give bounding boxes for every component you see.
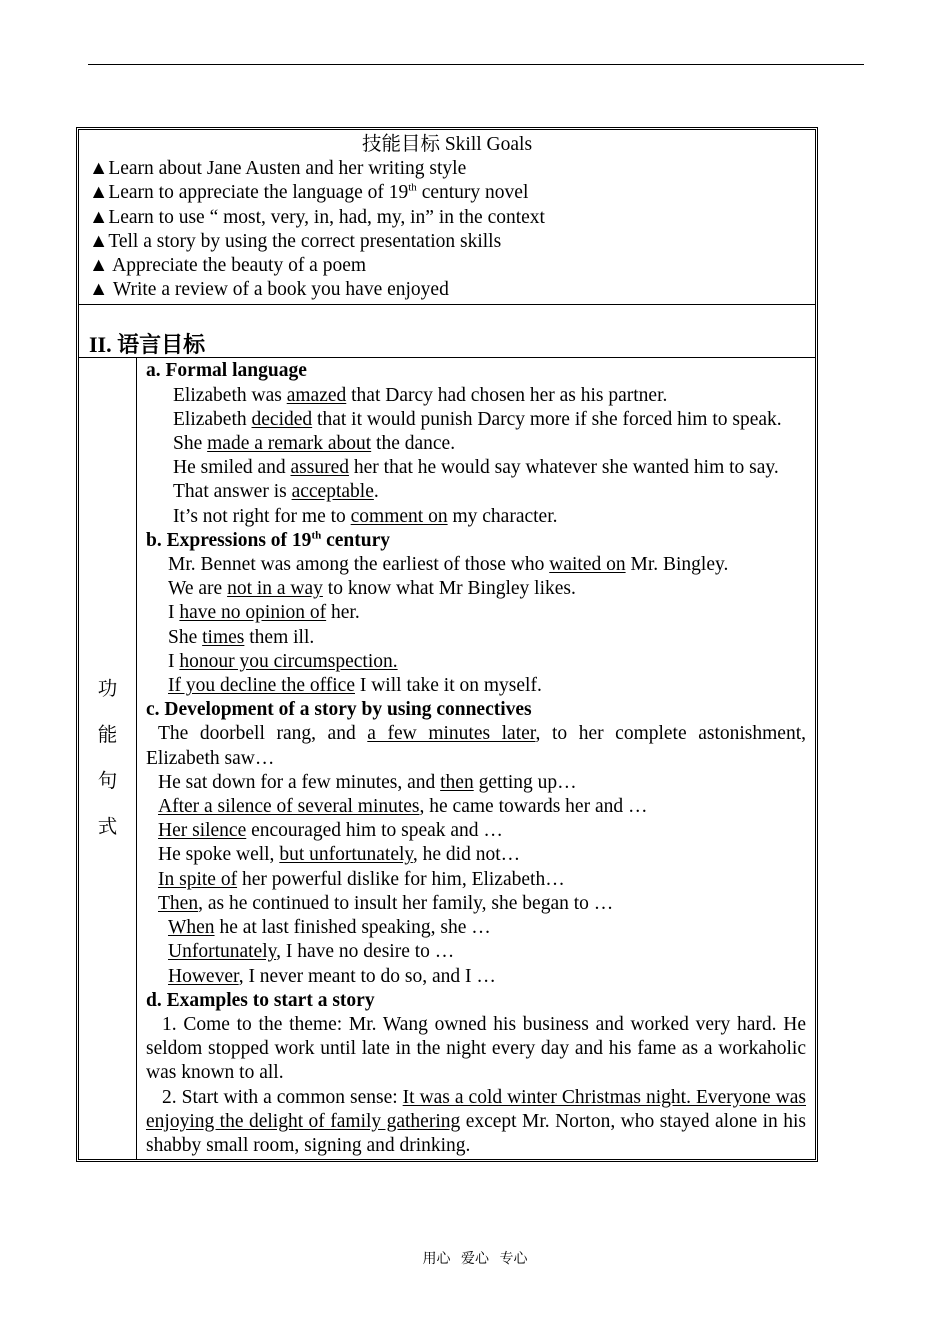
example-sentence: The doorbell rang, and a few minutes later, to her complete astonishment, Elizabeth saw… (146, 723, 806, 769)
skill-goal-item: ▲ Write a review of a book you have enjoyed (89, 279, 449, 301)
example-sentence: Mr. Bennet was among the earliest of those who waited on Mr. Bingley. (168, 554, 729, 576)
example-sentence: If you decline the office I will take it on myself. (168, 675, 542, 697)
language-goals-heading: II. 语言目标 (89, 332, 206, 358)
example-sentence: Unfortunately, I have no desire to … (168, 941, 455, 963)
section-heading-19th-century: b. Expressions of 19th century (146, 529, 390, 551)
example-sentence: Her silence encouraged him to speak and … (158, 820, 503, 842)
lesson-table (76, 127, 818, 1162)
header-rule (88, 64, 864, 65)
example-sentence: We are not in a way to know what Mr Bingley likes. (168, 578, 576, 600)
side-label: 功 能 句 式 (79, 358, 137, 1159)
skill-goal-item: ▲Tell a story by using the correct presentation skills (89, 230, 502, 252)
example-sentence: After a silence of several minutes, he came towards her and … (158, 796, 648, 818)
example-paragraph: 1. Come to the theme: Mr. Wang owned his business and worked very hard. He seldom stopped work until late in the night every day and his fame as a workaholic was known to all. (146, 1013, 806, 1084)
skill-goal-item: ▲Learn about Jane Austen and her writing style (89, 158, 467, 180)
triangle-bullet-icon: ▲ (89, 279, 109, 301)
skill-goal-item: ▲Learn to appreciate the language of 19th century novel (89, 181, 529, 204)
triangle-bullet-icon: ▲ (89, 255, 109, 277)
triangle-bullet-icon: ▲ (89, 158, 109, 180)
page-footer: 用心 爱心 专心 (422, 1251, 528, 1267)
skill-goals-section (79, 130, 815, 305)
triangle-bullet-icon: ▲ (89, 230, 109, 252)
triangle-bullet-icon: ▲ (89, 206, 109, 228)
example-sentence: However, I never meant to do so, and I … (168, 965, 496, 987)
skill-goal-item: ▲Learn to use “ most, very, in, had, my, in” in the context (89, 206, 545, 228)
example-sentence: It’s not right for me to comment on my character. (173, 505, 558, 527)
example-sentence: In spite of her powerful dislike for him, Elizabeth… (158, 868, 565, 890)
example-sentence: She times them ill. (168, 626, 315, 648)
example-sentence: That answer is acceptable. (173, 481, 379, 503)
section-heading-connectives: c. Development of a story by using connectives (146, 699, 532, 721)
example-sentence: He sat down for a few minutes, and then getting up… (158, 771, 577, 793)
sentence-list (137, 358, 815, 1159)
example-sentence: I have no opinion of her. (168, 602, 360, 624)
example-sentence: Elizabeth was amazed that Darcy had chosen her as his partner. (173, 384, 668, 406)
triangle-bullet-icon: ▲ (89, 182, 109, 204)
language-goals-header (79, 305, 815, 358)
example-sentence: When he at last finished speaking, she … (168, 917, 491, 939)
example-sentence: Then, as he continued to insult her family, she began to … (158, 892, 614, 914)
example-paragraph: 2. Start with a common sense: It was a cold winter Christmas night. Everyone was enjoying the delight of family gathering except Mr. Norton, who stayed alone in his shabby small room, signing and drinking. (146, 1086, 807, 1156)
skill-goals-title: 技能目标 Skill Goals (361, 134, 533, 155)
section-heading-formal: a. Formal language (146, 360, 307, 382)
example-sentence: He smiled and assured her that he would say whatever she wanted him to say. (173, 457, 779, 479)
section-heading-story-start: d. Examples to start a story (146, 989, 375, 1011)
example-sentence: He spoke well, but unfortunately, he did not… (158, 844, 521, 866)
example-sentence: She made a remark about the dance. (173, 433, 456, 455)
example-sentence: I honour you circumspection. (168, 650, 398, 672)
function-sentences-section (79, 358, 815, 1159)
example-sentence: Elizabeth decided that it would punish Darcy more if she forced him to speak. (173, 408, 782, 430)
skill-goal-item: ▲ Appreciate the beauty of a poem (89, 255, 367, 277)
